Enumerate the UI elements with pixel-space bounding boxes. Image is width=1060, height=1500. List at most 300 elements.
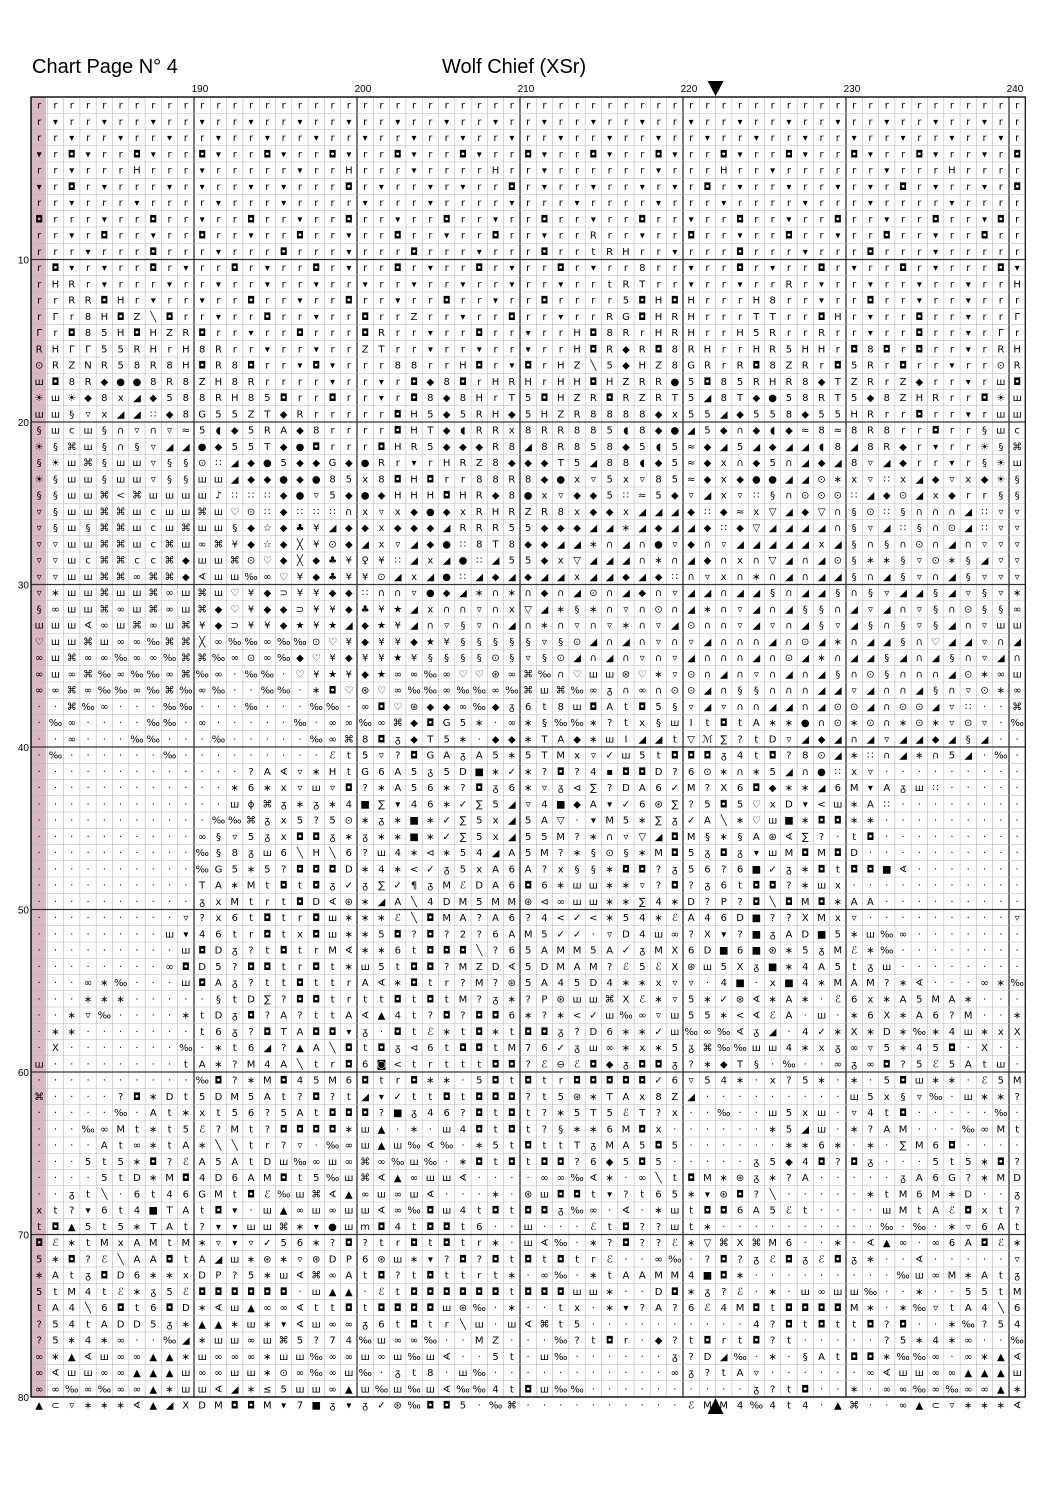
stitch-symbol: · — [38, 1173, 41, 1184]
stitch-symbol: ▿ — [738, 604, 743, 615]
stitch-symbol: ▾ — [477, 344, 482, 355]
stitch-symbol: ∗ — [703, 1059, 711, 1070]
stitch-symbol: r — [999, 296, 1004, 307]
stitch-symbol: r — [754, 182, 759, 193]
stitch-symbol: ∗ — [915, 1336, 923, 1347]
stitch-symbol: ◢ — [687, 426, 695, 437]
stitch-symbol: ▾ — [509, 361, 514, 372]
stitch-symbol: · — [54, 1157, 57, 1168]
stitch-symbol: x — [395, 507, 401, 518]
stitch-symbol: ? — [737, 734, 742, 745]
stitch-symbol: r — [917, 133, 922, 144]
stitch-symbol: 5 — [916, 994, 922, 1005]
stitch-symbol: ᵹ — [591, 1141, 597, 1152]
stitch-symbol: · — [54, 1141, 57, 1152]
stitch-symbol: ? — [770, 913, 775, 924]
stitch-symbol: r — [640, 149, 645, 160]
stitch-symbol: 8 — [851, 426, 857, 437]
stitch-symbol: ∷ — [704, 507, 710, 518]
stitch-symbol: ∗ — [524, 767, 532, 778]
stitch-symbol: · — [217, 783, 220, 794]
stitch-symbol: · — [901, 881, 904, 892]
stitch-symbol: ∗ — [182, 1108, 190, 1119]
stitch-symbol: ∷ — [900, 523, 906, 534]
stitch-symbol: ◢ — [834, 539, 842, 550]
stitch-symbol: R — [459, 523, 466, 534]
stitch-symbol: ▾ — [183, 929, 188, 940]
stitch-symbol: t — [738, 881, 742, 892]
stitch-symbol: t — [412, 946, 416, 957]
stitch-symbol: x — [281, 832, 287, 843]
stitch-symbol: D — [687, 897, 695, 908]
stitch-symbol: ∩ — [785, 458, 792, 469]
stitch-symbol: ◢ — [769, 637, 777, 648]
stitch-symbol: § — [102, 458, 107, 469]
stitch-symbol: T — [638, 1108, 646, 1119]
stitch-symbol: ✓ — [671, 783, 679, 794]
stitch-symbol: · — [168, 994, 171, 1005]
stitch-symbol: ϕ — [248, 799, 255, 810]
stitch-symbol: § — [542, 718, 547, 729]
stitch-symbol: ‰ — [473, 686, 486, 697]
stitch-symbol: t — [510, 1287, 514, 1298]
stitch-symbol: t — [754, 734, 758, 745]
stitch-symbol: · — [54, 881, 57, 892]
stitch-symbol: · — [755, 1108, 758, 1119]
stitch-symbol: r — [754, 279, 759, 290]
stitch-symbol: D — [443, 897, 451, 908]
stitch-symbol: ╲ — [296, 1057, 304, 1070]
stitch-symbol: ⌘ — [99, 539, 109, 550]
stitch-symbol: r — [640, 133, 645, 144]
stitch-symbol: 5 — [623, 913, 629, 924]
stitch-symbol: 5 — [248, 832, 254, 843]
stitch-symbol: t — [331, 1303, 335, 1314]
stitch-symbol: r — [982, 166, 987, 177]
stitch-symbol: r — [347, 442, 352, 453]
stitch-symbol: ш — [132, 458, 141, 469]
stitch-symbol: ▽ — [769, 556, 777, 567]
stitch-symbol: A — [981, 1271, 988, 1282]
stitch-symbol: 5 — [525, 978, 531, 989]
stitch-symbol: ∢ — [377, 978, 385, 989]
stitch-symbol: ▾ — [86, 149, 91, 160]
stitch-symbol: r — [819, 117, 824, 128]
stitch-symbol: ▾ — [623, 1303, 628, 1314]
stitch-symbol: ● — [752, 474, 761, 485]
stitch-symbol: · — [86, 1027, 89, 1038]
stitch-symbol: N — [84, 361, 91, 372]
stitch-symbol: ▾ — [167, 133, 172, 144]
stitch-symbol: ш — [35, 409, 44, 420]
stitch-symbol: R — [541, 507, 548, 518]
stitch-symbol: ⌘ — [67, 702, 77, 713]
stitch-symbol: G — [687, 361, 695, 372]
stitch-symbol: ⌘ — [523, 686, 533, 697]
stitch-symbol: r — [216, 182, 221, 193]
stitch-symbol: 6 — [362, 1254, 368, 1265]
stitch-symbol: ◢ — [752, 604, 760, 615]
stitch-symbol: ∗ — [361, 946, 369, 957]
stitch-symbol: x — [623, 507, 629, 518]
stitch-symbol: r — [575, 182, 580, 193]
stitch-symbol: ᵹ — [265, 816, 271, 827]
stitch-symbol: ◘ — [133, 149, 141, 160]
stitch-symbol: ◘ — [524, 1254, 532, 1265]
stitch-symbol: ◘ — [655, 1059, 663, 1070]
stitch-symbol: § — [575, 604, 580, 615]
stitch-symbol: ◢ — [850, 604, 858, 615]
stitch-symbol: · — [135, 702, 138, 713]
stitch-symbol: ᵹ — [851, 1059, 857, 1070]
stitch-symbol: r — [70, 117, 75, 128]
stitch-symbol: A — [280, 1059, 287, 1070]
stitch-symbol: ℰ — [427, 1027, 433, 1038]
stitch-symbol: ◘ — [703, 377, 711, 388]
stitch-symbol: ‰ — [195, 1076, 208, 1087]
stitch-symbol: r — [738, 101, 743, 112]
stitch-symbol: ▾ — [314, 133, 319, 144]
stitch-symbol: ◘ — [785, 149, 793, 160]
stitch-symbol: r — [787, 296, 792, 307]
stitch-symbol: A — [199, 1059, 206, 1070]
stitch-symbol: ∩ — [671, 637, 678, 648]
stitch-symbol: ▿ — [1015, 572, 1020, 583]
stitch-symbol: r — [689, 149, 694, 160]
stitch-symbol: t — [494, 1271, 498, 1282]
stitch-symbol: § — [575, 864, 580, 875]
stitch-symbol: ∗ — [654, 1206, 662, 1217]
stitch-symbol: · — [869, 881, 872, 892]
stitch-symbol: ◘ — [394, 231, 402, 242]
stitch-symbol: ∑ — [378, 881, 385, 892]
stitch-symbol: · — [135, 897, 138, 908]
stitch-symbol: ‰ — [896, 1352, 909, 1363]
stitch-symbol: r — [86, 101, 91, 112]
stitch-symbol: 5 — [411, 783, 417, 794]
stitch-symbol: ▲ — [35, 1401, 43, 1412]
stitch-symbol: ∞ — [394, 1336, 402, 1347]
stitch-symbol: ◆ — [312, 458, 320, 469]
stitch-symbol: r — [445, 978, 450, 989]
stitch-symbol: ▿ — [477, 621, 482, 632]
stitch-symbol: H — [215, 377, 223, 388]
stitch-symbol: D — [589, 1027, 597, 1038]
stitch-symbol: x — [362, 507, 368, 518]
stitch-symbol: < — [573, 1011, 581, 1022]
stitch-symbol: 5 — [965, 1287, 971, 1298]
stitch-symbol: ◆ — [345, 523, 353, 534]
stitch-symbol: ◘ — [752, 1303, 760, 1314]
stitch-symbol: · — [543, 1401, 546, 1412]
stitch-symbol: M — [817, 913, 826, 924]
stitch-symbol: r — [934, 101, 939, 112]
stitch-symbol: ∗ — [377, 832, 385, 843]
stitch-symbol: ▾ — [868, 198, 873, 209]
stitch-symbol: ? — [688, 929, 693, 940]
stitch-symbol: ш — [165, 507, 174, 518]
stitch-symbol: r — [70, 247, 75, 258]
stitch-symbol: T — [769, 312, 777, 323]
stitch-symbol: ⌘ — [246, 816, 256, 827]
stitch-symbol: r — [559, 231, 564, 242]
stitch-symbol: ◘ — [540, 296, 548, 307]
stitch-symbol: t — [233, 994, 237, 1005]
stitch-symbol: ◘ — [377, 1271, 385, 1282]
stitch-symbol: r — [510, 101, 515, 112]
stitch-symbol: ▾ — [395, 296, 400, 307]
stitch-symbol: ш — [572, 702, 581, 713]
stitch-symbol: ▿ — [738, 621, 743, 632]
stitch-symbol: ◘ — [426, 1287, 434, 1298]
stitch-symbol: ◘ — [459, 1287, 467, 1298]
stitch-symbol: ш — [768, 1108, 777, 1119]
stitch-symbol: r — [885, 198, 890, 209]
stitch-symbol: 5 — [525, 832, 531, 843]
stitch-symbol: t — [168, 1238, 172, 1249]
stitch-symbol: ◆ — [443, 702, 451, 713]
stitch-symbol: 8 — [85, 312, 91, 323]
stitch-symbol: r — [86, 166, 91, 177]
stitch-symbol: ‰ — [538, 669, 551, 680]
stitch-symbol: ◘ — [459, 1254, 467, 1265]
stitch-symbol: ▾ — [982, 214, 987, 225]
stitch-symbol: · — [396, 1124, 399, 1135]
stitch-symbol: ◘ — [524, 1076, 532, 1087]
stitch-symbol: ш — [328, 913, 337, 924]
stitch-symbol: ∗ — [394, 978, 402, 989]
stitch-symbol: § — [982, 458, 987, 469]
stitch-symbol: ∗ — [589, 1092, 597, 1103]
stitch-symbol: r — [917, 426, 922, 437]
stitch-symbol: ◢ — [785, 523, 793, 534]
stitch-symbol: r — [298, 962, 303, 973]
stitch-symbol: T — [736, 1059, 744, 1070]
stitch-symbol: ◘ — [834, 361, 842, 372]
stitch-symbol: ∗ — [426, 832, 434, 843]
stitch-symbol: · — [70, 1108, 73, 1119]
stitch-symbol: r — [705, 101, 710, 112]
stitch-symbol: r — [233, 133, 238, 144]
stitch-symbol: 6 — [590, 1157, 596, 1168]
stitch-symbol: ᵹ — [786, 864, 792, 875]
stitch-symbol: ∑ — [671, 799, 678, 810]
stitch-symbol: r — [461, 344, 466, 355]
stitch-symbol: R — [622, 279, 629, 290]
stitch-symbol: ш — [964, 1092, 973, 1103]
stitch-symbol: ▿ — [917, 572, 922, 583]
stitch-symbol: r — [738, 133, 743, 144]
stitch-symbol: ∩ — [427, 621, 434, 632]
stitch-symbol: ◢ — [834, 751, 842, 762]
stitch-symbol: 5 — [769, 458, 775, 469]
stitch-symbol: ? — [362, 783, 367, 794]
stitch-symbol: Ⅹ — [737, 1238, 744, 1249]
stitch-symbol: ш — [51, 653, 60, 664]
stitch-symbol: ◆ — [524, 539, 532, 550]
stitch-symbol: · — [901, 897, 904, 908]
stitch-symbol: ∩ — [378, 588, 385, 599]
stitch-symbol: Z — [68, 361, 75, 372]
stitch-symbol: r — [412, 182, 417, 193]
stitch-symbol: · — [706, 1384, 709, 1395]
stitch-symbol: r — [184, 101, 189, 112]
stitch-symbol: ‰ — [913, 1222, 926, 1233]
stitch-symbol: ◆ — [573, 491, 581, 502]
stitch-symbol: ∢ — [866, 1238, 874, 1249]
stitch-symbol: ‰ — [244, 572, 257, 583]
stitch-symbol: ▲ — [378, 1011, 386, 1022]
stitch-symbol: ⌘ — [360, 1173, 370, 1184]
stitch-symbol: ∞ — [671, 929, 679, 940]
stitch-symbol: ▿ — [623, 832, 628, 843]
stitch-symbol: r — [754, 247, 759, 258]
stitch-symbol: 4 — [737, 1401, 743, 1412]
stitch-symbol: ▿ — [998, 588, 1003, 599]
stitch-symbol: M — [230, 1092, 239, 1103]
stitch-symbol: ∞ — [866, 1368, 874, 1379]
stitch-symbol: 5 — [704, 409, 710, 420]
stitch-symbol: · — [575, 816, 578, 827]
stitch-symbol: ◆ — [410, 734, 418, 745]
stitch-symbol: ∗ — [442, 1076, 450, 1087]
stitch-symbol: 8 — [411, 361, 417, 372]
stitch-symbol: ◘ — [866, 864, 874, 875]
stitch-symbol: ⊙ — [703, 767, 711, 778]
stitch-symbol: ? — [656, 881, 661, 892]
stitch-symbol: ᵹ — [199, 897, 205, 908]
stitch-symbol: r — [298, 279, 303, 290]
stitch-symbol: ∗ — [198, 1336, 206, 1347]
stitch-symbol: ∩ — [639, 621, 646, 632]
stitch-symbol: · — [999, 816, 1002, 827]
stitch-symbol: r — [477, 133, 482, 144]
stitch-symbol: r — [167, 231, 172, 242]
stitch-symbol: ▿ — [917, 556, 922, 567]
stitch-symbol: · — [119, 1027, 122, 1038]
stitch-symbol: · — [282, 751, 285, 762]
stitch-symbol: ◆ — [280, 523, 288, 534]
stitch-symbol: ◘ — [443, 1222, 451, 1233]
stitch-symbol: ⌘ — [165, 572, 175, 583]
stitch-symbol: ▿ — [575, 621, 580, 632]
stitch-symbol: ‰ — [147, 734, 160, 745]
stitch-symbol: § — [982, 588, 987, 599]
stitch-symbol: 6 — [509, 881, 515, 892]
stitch-symbol: · — [54, 783, 57, 794]
stitch-symbol: ╲ — [329, 846, 337, 859]
stitch-symbol: ◘ — [589, 1076, 597, 1087]
stitch-symbol: r — [689, 198, 694, 209]
stitch-symbol: · — [934, 962, 937, 973]
stitch-symbol: T — [377, 344, 385, 355]
stitch-symbol: r — [901, 409, 906, 420]
stitch-symbol: ▾ — [786, 182, 791, 193]
stitch-symbol: ◢ — [801, 539, 809, 550]
stitch-symbol: ∞ — [231, 1352, 239, 1363]
stitch-symbol: r — [184, 231, 189, 242]
stitch-symbol: ∗ — [361, 929, 369, 940]
stitch-symbol: ◘ — [231, 263, 239, 274]
stitch-symbol: · — [70, 946, 73, 957]
stitch-symbol: r — [428, 279, 433, 290]
stitch-symbol: r — [53, 166, 58, 177]
stitch-symbol: R — [574, 409, 581, 420]
stitch-symbol: ∞ — [931, 1238, 939, 1249]
stitch-symbol: ш — [572, 897, 581, 908]
stitch-symbol: ◢ — [638, 523, 646, 534]
stitch-symbol: ◘ — [524, 1027, 532, 1038]
stitch-symbol: H — [638, 361, 646, 372]
stitch-symbol: ш — [35, 377, 44, 388]
stitch-symbol: A — [851, 897, 858, 908]
stitch-symbol: A — [965, 1238, 972, 1249]
stitch-symbol: · — [54, 994, 57, 1005]
stitch-symbol: r — [265, 214, 270, 225]
stitch-symbol: 5 — [623, 1157, 629, 1168]
stitch-symbol: r — [477, 377, 482, 388]
stitch-symbol: ‰ — [147, 686, 160, 697]
stitch-symbol: ш — [572, 881, 581, 892]
stitch-symbol: ▾ — [232, 1206, 237, 1217]
stitch-symbol: ▾ — [330, 377, 335, 388]
stitch-symbol: · — [86, 946, 89, 957]
stitch-symbol: 8 — [639, 263, 645, 274]
stitch-symbol: D — [263, 1157, 271, 1168]
stitch-symbol: · — [1016, 994, 1019, 1005]
stitch-symbol: r — [950, 409, 955, 420]
stitch-symbol: ▾ — [200, 166, 205, 177]
stitch-symbol: M — [328, 946, 337, 957]
stitch-symbol: r — [608, 117, 613, 128]
stitch-symbol: ? — [314, 1336, 319, 1347]
stitch-symbol: X — [623, 994, 630, 1005]
stitch-symbol: ◘ — [426, 929, 434, 940]
stitch-symbol: r — [934, 409, 939, 420]
stitch-symbol: ◆ — [443, 588, 451, 599]
stitch-symbol: ▿ — [868, 767, 873, 778]
stitch-symbol: ∗ — [980, 1092, 988, 1103]
stitch-symbol: r — [559, 182, 564, 193]
stitch-symbol: ∗ — [394, 864, 402, 875]
stitch-symbol: ∩ — [345, 507, 352, 518]
stitch-symbol: ▿ — [216, 1238, 221, 1249]
stitch-symbol: 8 — [525, 426, 531, 437]
stitch-symbol: r — [249, 247, 254, 258]
stitch-symbol: ‰ — [179, 1043, 192, 1054]
stitch-symbol: ш — [882, 1206, 891, 1217]
stitch-symbol: M — [556, 946, 565, 957]
stitch-symbol: · — [70, 929, 73, 940]
stitch-symbol: 5 — [443, 767, 449, 778]
stitch-symbol: t — [249, 897, 253, 908]
stitch-symbol: ш — [344, 1368, 353, 1379]
stitch-symbol: · — [755, 1222, 758, 1233]
stitch-symbol: ⌘ — [116, 523, 126, 534]
stitch-symbol: D — [166, 1092, 174, 1103]
stitch-symbol: ∢ — [1013, 1401, 1021, 1412]
stitch-symbol: · — [135, 1076, 138, 1087]
stitch-symbol: ᵹ — [623, 1059, 629, 1070]
stitch-symbol: ∩ — [948, 686, 955, 697]
stitch-symbol: § — [509, 637, 514, 648]
stitch-symbol: ? — [656, 1108, 661, 1119]
stitch-symbol: · — [804, 1222, 807, 1233]
stitch-symbol: · — [298, 1287, 301, 1298]
stitch-symbol: 8 — [362, 734, 368, 745]
stitch-symbol: 8 — [134, 361, 140, 372]
stitch-symbol: ∢ — [426, 1141, 434, 1152]
